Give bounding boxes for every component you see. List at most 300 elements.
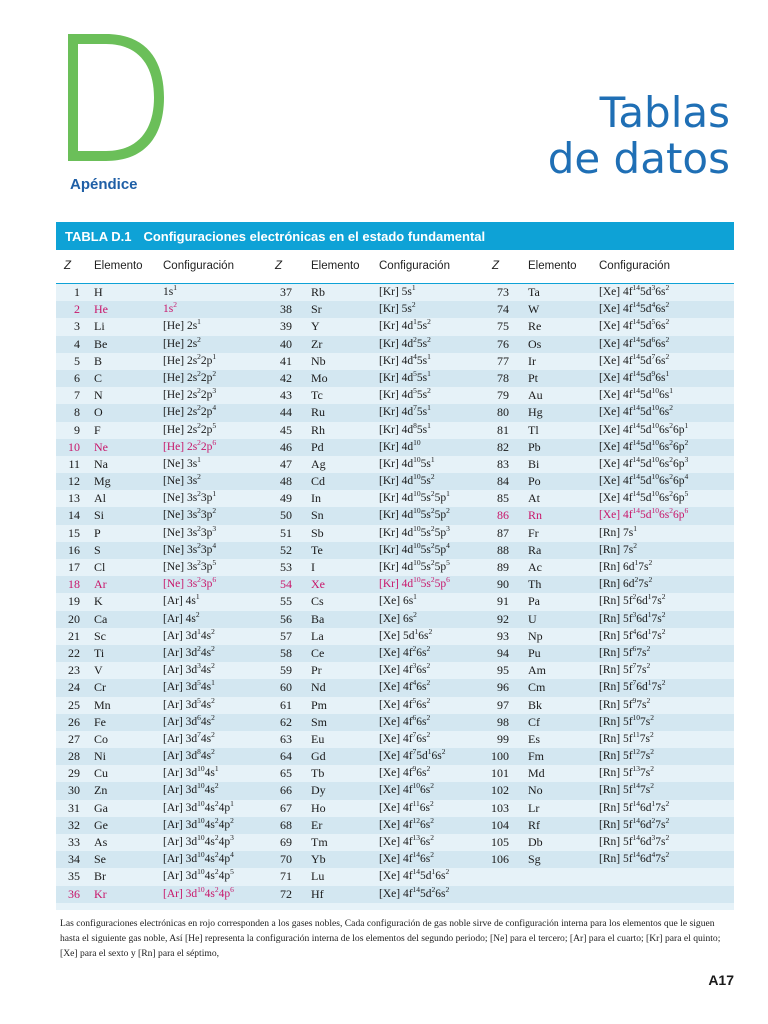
- electron-configuration: [Ne] $3s^23p^3$: [163, 523, 217, 539]
- atomic-number: 30: [68, 783, 80, 798]
- table-caption-bar: [56, 222, 734, 250]
- electron-configuration: [Ar] $3d^{10}4s^24p^5$: [163, 867, 234, 883]
- atomic-number: 61: [280, 697, 292, 712]
- table-row: [56, 868, 734, 885]
- atomic-number: 72: [280, 886, 292, 901]
- element-symbol: Ba: [311, 611, 325, 626]
- electron-configuration: [Xe] $4f^66s^2$: [379, 712, 431, 728]
- atomic-number: 6: [74, 370, 80, 385]
- element-symbol: Po: [528, 474, 541, 489]
- col-header-element: Elemento: [94, 260, 143, 272]
- electron-configuration: [Ne] $3s^1$: [163, 455, 201, 470]
- atomic-number: 1: [74, 285, 80, 299]
- electron-configuration: [Xe] $4f^46s^2$: [379, 678, 431, 694]
- atomic-number: 84: [497, 474, 509, 489]
- appendix-letter-d: [60, 30, 170, 165]
- table-row: [56, 817, 734, 834]
- electron-configuration: [He] $2s^22p^4$: [163, 403, 217, 419]
- element-symbol: Mn: [94, 697, 111, 712]
- atomic-number: 94: [497, 645, 509, 660]
- electron-configuration: [Ar] $3d^84s^2$: [163, 747, 215, 763]
- page-title-line1: Tablas: [599, 88, 730, 137]
- atomic-number: 16: [68, 542, 80, 557]
- electron-configuration: [Ne] $3s^23p^2$: [163, 506, 217, 522]
- table-row: [56, 336, 734, 353]
- element-symbol: V: [94, 663, 103, 678]
- table-row: [56, 679, 734, 696]
- element-symbol: Na: [94, 456, 108, 471]
- atomic-number: 21: [68, 628, 80, 643]
- atomic-number: 67: [280, 800, 292, 815]
- atomic-number: 86: [497, 508, 509, 523]
- electron-configuration: [Xe] $4f^{14}5d^26s^2$: [379, 884, 450, 900]
- electron-configuration: [Ne] $3s^23p^4$: [163, 540, 217, 556]
- element-symbol: Ne: [94, 439, 108, 454]
- atomic-number: 32: [68, 817, 80, 832]
- atomic-number: 35: [68, 869, 80, 884]
- electron-configuration: [Ar] $4s^2$: [163, 609, 200, 625]
- electron-configuration: [Rn] $5f^{14}6d^27s^2$: [599, 815, 670, 831]
- element-symbol: Cs: [311, 594, 324, 609]
- col-header-z: Z: [275, 260, 283, 272]
- element-symbol: U: [528, 611, 537, 626]
- electron-configuration: [Kr] $4d^15s^2$: [379, 317, 431, 333]
- element-symbol: Bk: [528, 697, 543, 712]
- atomic-number: 33: [68, 835, 80, 849]
- table-row: [56, 353, 734, 370]
- atomic-number: 37: [280, 285, 292, 299]
- atomic-number: 96: [497, 680, 509, 695]
- electron-configuration: [Xe] $4f^75d^16s^2$: [379, 747, 446, 763]
- element-symbol: I: [311, 560, 315, 574]
- electron-configuration: [Xe] $4f^96s^2$: [379, 764, 431, 780]
- table-row: [56, 404, 734, 421]
- atomic-number: 87: [497, 525, 509, 540]
- electron-configuration: [He] $2s^22p^5$: [163, 420, 217, 436]
- element-symbol: Pu: [528, 645, 541, 660]
- electron-configuration: [Xe] $4f^{14}5d^{10}6s^1$: [599, 386, 674, 402]
- electron-configuration: [Xe] $4f^{14}6s^2$: [379, 850, 435, 866]
- element-symbol: Hg: [528, 405, 543, 420]
- table-row: [56, 748, 734, 765]
- table-row: [56, 387, 734, 404]
- electron-configuration: [Ar] $3d^14s^2$: [163, 626, 215, 642]
- electron-configuration: [Ar] $3d^34s^2$: [163, 661, 215, 677]
- table-row: [56, 731, 734, 748]
- table-row: [56, 851, 734, 868]
- electron-configuration: [Xe] $4f^{14}5d^46s^2$: [599, 300, 670, 316]
- atomic-number: 9: [74, 422, 80, 437]
- atomic-number: 27: [68, 731, 80, 746]
- atomic-number: 101: [491, 766, 509, 781]
- atomic-number: 57: [280, 628, 292, 643]
- element-symbol: Pd: [311, 439, 324, 454]
- electron-configuration: [Xe] $4f^{14}5d^{10}6s^26p^6$: [599, 506, 689, 522]
- element-symbol: Pa: [528, 594, 540, 609]
- electron-configuration: [Rn] $5f^{14}7s^2$: [599, 781, 655, 797]
- table-row: [56, 490, 734, 507]
- electron-configuration: $1s^1$: [163, 283, 177, 298]
- element-symbol: Eu: [311, 731, 325, 746]
- atomic-number: 104: [491, 817, 509, 832]
- atomic-number: 91: [497, 594, 509, 609]
- col-header-config: Configuración: [163, 260, 234, 272]
- electron-configuration: [Kr] $5s^2$: [379, 300, 416, 316]
- element-symbol: Dy: [311, 783, 326, 798]
- electron-configuration: [Ne] $3s^23p^6$: [163, 575, 217, 591]
- element-symbol: Db: [528, 835, 543, 849]
- element-symbol: Os: [528, 336, 542, 351]
- table-row: [56, 593, 734, 610]
- atomic-number: 102: [491, 783, 509, 798]
- electron-configuration: [Kr] $4d^{10}5s^25p^4$: [379, 540, 450, 556]
- electron-configuration: [Rn] $5f^{10}7s^2$: [599, 712, 655, 728]
- electron-configuration: [Rn] $5f^{14}6d^37s^2$: [599, 833, 670, 848]
- element-symbol: Nd: [311, 680, 326, 695]
- element-symbol: Te: [311, 542, 323, 557]
- element-symbol: Zn: [94, 783, 108, 798]
- electron-configuration: [Rn] $7s^1$: [599, 523, 637, 539]
- atomic-number: 76: [497, 336, 509, 351]
- element-symbol: F: [94, 422, 101, 437]
- element-symbol: Co: [94, 731, 109, 746]
- element-symbol: Xe: [311, 577, 325, 592]
- electron-configuration: [He] $2s^22p^3$: [163, 386, 217, 402]
- element-symbol: Se: [94, 852, 106, 867]
- element-symbol: Am: [528, 663, 546, 678]
- atomic-number: 4: [74, 336, 80, 351]
- electron-configuration: [Ar] $3d^{10}4s^24p^6$: [163, 884, 234, 900]
- atomic-number: 40: [280, 336, 292, 351]
- atomic-number: 100: [491, 749, 509, 764]
- element-symbol: Sm: [311, 714, 328, 729]
- atomic-number: 26: [68, 714, 80, 729]
- electron-configuration: [Ar] $3d^64s^2$: [163, 712, 215, 728]
- atomic-number: 46: [280, 439, 292, 454]
- electron-configuration: [He] $2s^22p^2$: [163, 369, 217, 384]
- element-symbol: Fr: [528, 525, 539, 540]
- electron-configuration: [Xe] $4f^56s^2$: [379, 695, 431, 711]
- electron-configuration: [Rn] $5f^36d^17s^2$: [599, 609, 666, 625]
- atomic-number: 97: [497, 697, 509, 712]
- electron-configuration: [Xe] $4f^{12}6s^2$: [379, 815, 435, 831]
- atomic-number: 88: [497, 542, 509, 557]
- element-symbol: Be: [94, 336, 108, 351]
- atomic-number: 54: [280, 577, 292, 592]
- table-row: [56, 301, 734, 318]
- electron-configuration: [Ar] $3d^{10}4s^24p^4$: [163, 850, 234, 866]
- element-symbol: Pb: [528, 439, 541, 454]
- electron-configuration: [Rn] $6d^17s^2$: [599, 558, 653, 573]
- electron-configuration: [Ar] $3d^24s^2$: [163, 644, 215, 659]
- atomic-number: 7: [74, 388, 80, 403]
- atomic-number: 38: [280, 302, 292, 317]
- element-symbol: Cl: [94, 560, 106, 574]
- electron-configuration: [Xe] $4f^{14}5d^76s^2$: [599, 351, 670, 367]
- atomic-number: 89: [497, 560, 509, 574]
- table-row: [56, 800, 734, 817]
- atomic-number: 12: [68, 474, 80, 489]
- element-symbol: Tl: [528, 422, 539, 437]
- electron-configuration: [Xe] $4f^76s^2$: [379, 730, 431, 745]
- electron-configuration: [He] $2s^2$: [163, 334, 201, 350]
- element-symbol: Pt: [528, 370, 539, 385]
- electron-configuration: [Xe] $4f^{14}5d^{10}6s^2$: [599, 403, 674, 419]
- atomic-number: 95: [497, 663, 509, 678]
- table-row: [56, 525, 734, 542]
- col-header-z: Z: [64, 260, 72, 272]
- element-symbol: H: [94, 285, 103, 299]
- col-header-element: Elemento: [528, 260, 577, 272]
- electron-configuration: [He] $2s^1$: [163, 317, 201, 333]
- atomic-number: 56: [280, 611, 292, 626]
- electron-configuration: [Rn] $5f^{12}7s^2$: [599, 747, 655, 763]
- col-header-z: Z: [492, 260, 500, 272]
- atomic-number: 50: [280, 508, 292, 523]
- table-row: [56, 559, 734, 576]
- atomic-number: 70: [280, 852, 292, 867]
- atomic-number: 65: [280, 766, 292, 781]
- element-symbol: Rh: [311, 422, 326, 437]
- element-symbol: Sr: [311, 302, 322, 317]
- electron-configuration: [Rn] $5f^76d^17s^2$: [599, 678, 666, 694]
- element-symbol: Es: [528, 731, 540, 746]
- element-symbol: Ti: [94, 645, 105, 660]
- electron-configuration: [Xe] $4f^{14}5d^16s^2$: [379, 867, 450, 883]
- element-symbol: La: [311, 628, 324, 643]
- element-symbol: Th: [528, 577, 542, 592]
- atomic-number: 2: [74, 302, 80, 317]
- electron-configuration: [Kr] $4d^75s^1$: [379, 403, 431, 419]
- element-symbol: Ca: [94, 611, 108, 626]
- atomic-number: 19: [68, 594, 80, 609]
- electron-configuration: [Xe] $4f^{14}5d^{10}6s^26p^3$: [599, 455, 689, 470]
- table-caption: Configuraciones electrónicas en el estado fundamental: [143, 229, 486, 244]
- element-symbol: Tm: [311, 835, 328, 849]
- element-symbol: Cm: [528, 680, 546, 695]
- element-symbol: Fm: [528, 749, 545, 764]
- table-row: [56, 507, 734, 524]
- electron-configuration: [Kr] $5s^1$: [379, 283, 416, 298]
- table-row: [56, 456, 734, 473]
- atomic-number: 45: [280, 422, 292, 437]
- electron-configuration: [Rn] $5f^46d^17s^2$: [599, 626, 666, 642]
- element-symbol: Ga: [94, 800, 108, 815]
- electron-configuration: [Kr] $4d^{10}5s^25p^1$: [379, 489, 450, 505]
- table-row: [56, 284, 734, 301]
- table-row: [56, 834, 734, 851]
- electron-configuration: [Xe] $6s^1$: [379, 592, 417, 608]
- atomic-number: 18: [68, 577, 80, 592]
- col-header-config: Configuración: [379, 260, 450, 272]
- electron-configuration: [Xe] $4f^{14}5d^{10}6s^26p^2$: [599, 437, 689, 453]
- table-row: [56, 697, 734, 714]
- element-symbol: Zr: [311, 336, 323, 351]
- element-symbol: Ce: [311, 645, 325, 660]
- page-number: A17: [708, 972, 734, 988]
- element-symbol: Md: [528, 766, 545, 781]
- electron-configuration: [Rn] $5f^{14}6d^17s^2$: [599, 798, 670, 814]
- atomic-number: 25: [68, 697, 80, 712]
- element-symbol: Yb: [311, 852, 326, 867]
- electron-configuration: [Kr] $4d^85s^1$: [379, 420, 431, 436]
- electron-configuration: [Rn] $5f^{11}7s^2$: [599, 730, 654, 745]
- atomic-number: 69: [280, 835, 292, 849]
- atomic-number: 51: [280, 525, 292, 540]
- atomic-number: 93: [497, 628, 509, 643]
- element-symbol: Cf: [528, 714, 540, 729]
- atomic-number: 49: [280, 491, 292, 506]
- atomic-number: 103: [491, 800, 509, 815]
- table-row: [56, 370, 734, 387]
- electron-configuration: [Kr] $4d^{10}5s^25p^3$: [379, 523, 450, 539]
- element-symbol: Ag: [311, 456, 326, 471]
- atomic-number: 39: [280, 319, 292, 334]
- atomic-number: 73: [497, 285, 509, 299]
- electron-configuration: [Xe] $4f^26s^2$: [379, 644, 431, 659]
- element-symbol: Si: [94, 508, 105, 523]
- element-symbol: Np: [528, 628, 543, 643]
- element-symbol: Sn: [311, 508, 324, 523]
- electron-configuration: [Xe] $4f^36s^2$: [379, 661, 431, 677]
- atomic-number: 78: [497, 370, 509, 385]
- page-title: [548, 90, 730, 182]
- col-header-element: Elemento: [311, 260, 360, 272]
- element-symbol: Cr: [94, 680, 106, 695]
- electron-configuration: [Ar] $3d^54s^1$: [163, 678, 215, 694]
- atomic-number: 74: [497, 302, 509, 317]
- table-row: [56, 576, 734, 593]
- table-row: [56, 662, 734, 679]
- electron-configuration: [Rn] $5f^{13}7s^2$: [599, 764, 655, 780]
- electron-configuration: [Rn] $5f^67s^2$: [599, 644, 651, 659]
- electron-configuration: [Xe] $4f^{10}6s^2$: [379, 781, 435, 797]
- atomic-number: 64: [280, 749, 292, 764]
- atomic-number: 81: [497, 422, 509, 437]
- element-symbol: Ir: [528, 353, 536, 368]
- table-row: [56, 439, 734, 456]
- atomic-number: 99: [497, 731, 509, 746]
- element-symbol: Li: [94, 319, 105, 334]
- atomic-number: 59: [280, 663, 292, 678]
- electron-configuration: [Xe] $4f^{14}5d^66s^2$: [599, 334, 670, 350]
- table-number: TABLA D.1: [65, 229, 132, 244]
- electron-configuration: [Ne] $3s^23p^5$: [163, 558, 217, 573]
- atomic-number: 42: [280, 370, 292, 385]
- element-symbol: Ru: [311, 405, 326, 420]
- atomic-number: 82: [497, 439, 509, 454]
- element-symbol: O: [94, 405, 103, 420]
- element-symbol: Rb: [311, 285, 326, 299]
- atomic-number: 3: [74, 319, 80, 334]
- element-symbol: P: [94, 525, 101, 540]
- electron-configuration: [Rn] $7s^2$: [599, 540, 637, 556]
- atomic-number: 53: [280, 560, 292, 574]
- element-symbol: Kr: [94, 886, 107, 901]
- element-symbol: C: [94, 370, 103, 385]
- atomic-number: 36: [68, 886, 80, 901]
- electron-configuration: [Ar] $4s^1$: [163, 592, 200, 608]
- atomic-number: 22: [68, 645, 80, 660]
- atomic-number: 60: [280, 680, 292, 695]
- electron-configuration: [Ne] $3s^2$: [163, 472, 201, 488]
- element-symbol: Ra: [528, 542, 542, 557]
- atomic-number: 23: [68, 663, 80, 678]
- atomic-number: 31: [68, 800, 80, 815]
- electron-configuration: [Xe] $4f^{13}6s^2$: [379, 833, 435, 848]
- element-symbol: Sg: [528, 852, 541, 867]
- electron-configuration: [Kr] $4d^{10}5s^2$: [379, 472, 435, 488]
- element-symbol: Gd: [311, 749, 326, 764]
- electron-configuration: [Rn] $6d^27s^2$: [599, 575, 653, 591]
- electron-configuration: [Kr] $4d^55s^2$: [379, 386, 431, 402]
- element-symbol: Ar: [94, 577, 107, 592]
- electron-configuration: [He] $2s^22p^1$: [163, 351, 217, 367]
- electron-configuration: [Xe] $4f^{14}5d^36s^2$: [599, 283, 670, 298]
- electron-config-table: [56, 250, 734, 910]
- element-symbol: Lu: [311, 869, 325, 884]
- atomic-number: 14: [68, 508, 80, 523]
- element-symbol: As: [94, 835, 108, 849]
- electron-configuration: [Xe] $4f^{14}5d^96s^1$: [599, 369, 670, 384]
- atomic-number: 63: [280, 731, 292, 746]
- electron-configuration: [Ar] $3d^{10}4s^24p^1$: [163, 798, 234, 814]
- element-symbol: Cd: [311, 474, 326, 489]
- element-symbol: Bi: [528, 456, 540, 471]
- table-row: [56, 628, 734, 645]
- table-row: [56, 645, 734, 662]
- page-title-line2: de datos: [547, 134, 730, 183]
- electron-configuration: [Kr] $4d^{10}$: [379, 437, 421, 453]
- element-symbol: Pm: [311, 697, 328, 712]
- element-symbol: Er: [311, 817, 323, 832]
- element-symbol: Fe: [94, 714, 106, 729]
- table-footnote: Las configuraciones electrónicas en rojo corresponden a los gases nobles, Cada configuración de gas noble sirve de configuración interna para los elementos que le siguen hasta el siguiente gas noble, Así [He] representa la configuración interna de los elementos del segundo periodo; [Ne] para el tercero; [Ar] para el cuarto; [Kr] para el quinto; [Xe] para el sexto y [Rn] para el séptimo,: [60, 918, 721, 959]
- electron-configuration: [Ne] $3s^23p^1$: [163, 489, 217, 505]
- electron-configuration: [Ar] $3d^{10}4s^1$: [163, 764, 219, 780]
- table-row: [56, 422, 734, 439]
- electron-configuration: [Xe] $4f^{14}5d^{10}6s^26p^5$: [599, 489, 689, 505]
- element-symbol: Rf: [528, 817, 540, 832]
- atomic-number: 15: [68, 525, 80, 540]
- table-row: [56, 886, 734, 903]
- electron-configuration: [Xe] $4f^{14}5d^{10}6s^26p^1$: [599, 420, 689, 436]
- atomic-number: 17: [68, 560, 80, 574]
- element-symbol: Pr: [311, 663, 322, 678]
- atomic-number: 24: [68, 680, 80, 695]
- table-column-headers: [56, 250, 734, 284]
- element-symbol: In: [311, 491, 321, 506]
- electron-configuration: [Xe] $6s^2$: [379, 609, 417, 625]
- atomic-number: 75: [497, 319, 509, 334]
- element-symbol: Rn: [528, 508, 543, 523]
- electron-configuration: [Ar] $3d^{10}4s^24p^3$: [163, 833, 234, 848]
- element-symbol: Cu: [94, 766, 109, 781]
- table-row: [56, 542, 734, 559]
- element-symbol: Ac: [528, 560, 542, 574]
- atomic-number: 66: [280, 783, 292, 798]
- atomic-number: 20: [68, 611, 80, 626]
- atomic-number: 71: [280, 869, 292, 884]
- element-symbol: K: [94, 594, 103, 609]
- element-symbol: Lr: [528, 800, 540, 815]
- atomic-number: 8: [74, 405, 80, 420]
- element-symbol: Mg: [94, 474, 111, 489]
- atomic-number: 11: [68, 456, 80, 471]
- element-symbol: Ni: [94, 749, 106, 764]
- atomic-number: 79: [497, 388, 509, 403]
- element-symbol: Y: [311, 319, 320, 334]
